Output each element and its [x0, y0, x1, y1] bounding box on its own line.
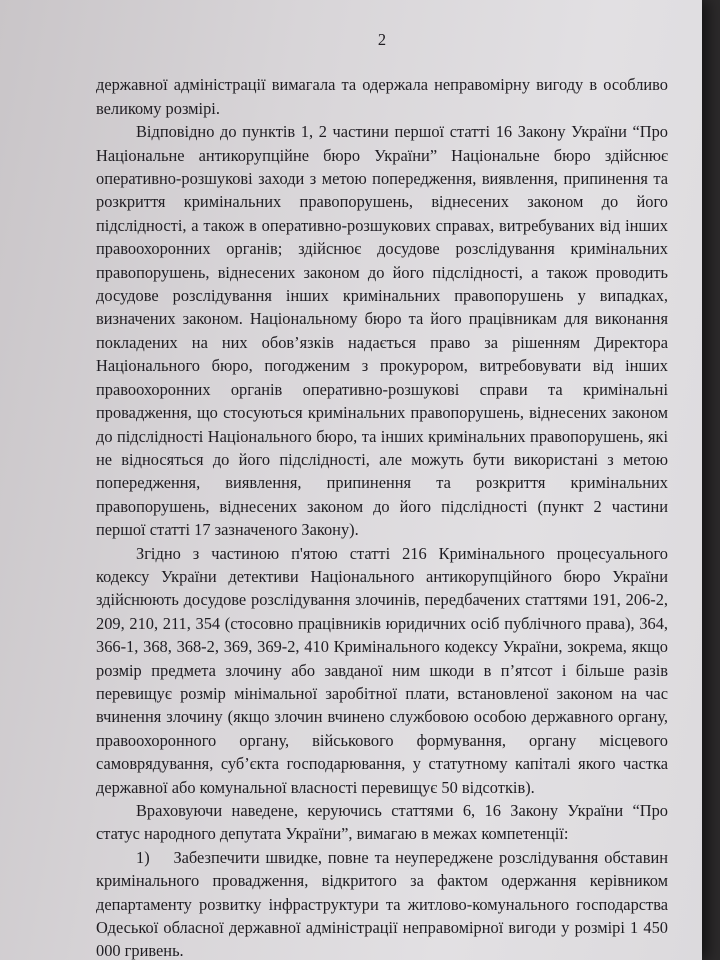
paragraph-demand-intro: Враховуючи наведене, керуючись статтями 6, 16 Закону України “Про статус народного депутата України”, вимагаю в межах компетенції:: [96, 801, 668, 844]
paragraph-demand-item-1: 1) Забезпечити швидке, повне та неупереджене розслідування обставин кримінального провадження, відкритого за фактом одержання керівником департаменту розвитку інфраструктури та житлово-комунального господарства Одеської обласної державної адміністрації неправомірної вигоди у розмірі 1 450 000 гривень.: [96, 847, 668, 960]
page-number: 2: [377, 30, 387, 49]
paragraph-continuation: державної адміністрації вимагала та одержала неправомірну вигоду в особливо великому розмірі.: [96, 75, 668, 118]
paragraph-article-216: Згідно з частиною п'ятою статті 216 Кримінального процесуального кодексу України детективи Національного антикорупційного бюро України здійснюють досудове розслідування злочинів, передбачених статтями 191, 206-2, 209, 210, 211, 354 (стосовно працівників юридичних осіб публічного права), 364, 366-1, 368, 368-2, 369, 369-2, 410 Кримінального кодексу України, зокрема, якщо розмір предмета злочину або завданої ним шкоди в п’ятсот і більше разів перевищує розмір мінімальної заробітної плати, встановленої законом на час вчинення злочину (якщо злочин вчинено службовою особою державного органу, правоохоронного органу, військового формування, органу місцевого самоврядування, суб’єкта господарювання, у статутному капіталі якого частка державної або комунальної власності перевищує 50 відсотків).: [96, 543, 668, 797]
document-body: [96, 28, 668, 960]
paragraph-nabu-powers: Відповідно до пунктів 1, 2 частини першої статті 16 Закону України “Про Національне антикорупційне бюро України” Національне бюро здійснює оперативно-розшукові заходи з метою попередження, виявлення, припинення та розкриття кримінальних правопорушень, віднесених законом до його підслідності, а також в оперативно-розшукових справах, витребуваних від інших правоохоронних органів; здійснює досудове розслідування кримінальних правопорушень, віднесених законом до його підслідності, а також проводить досудове розслідування інших кримінальних правопорушень у випадках, визначених законом. Національному бюро та його працівникам для виконання покладених на них обов’язків надається право за рішенням Директора Національного бюро, погодженим з прокурором, витребовувати від інших правоохоронних органів оперативно-розшукові справи та кримінальні провадження, що стосуються кримінальних правопорушень, віднесених законом до підслідності Національного бюро, та інших кримінальних правопорушень, які не відносяться до його підслідності, але можуть бути використані з метою попередження, виявлення, припинення та розкриття кримінальних правопорушень, віднесених законом до його підслідності (пункт 2 частини першої статті 17 зазначеного Закону).: [96, 122, 668, 540]
